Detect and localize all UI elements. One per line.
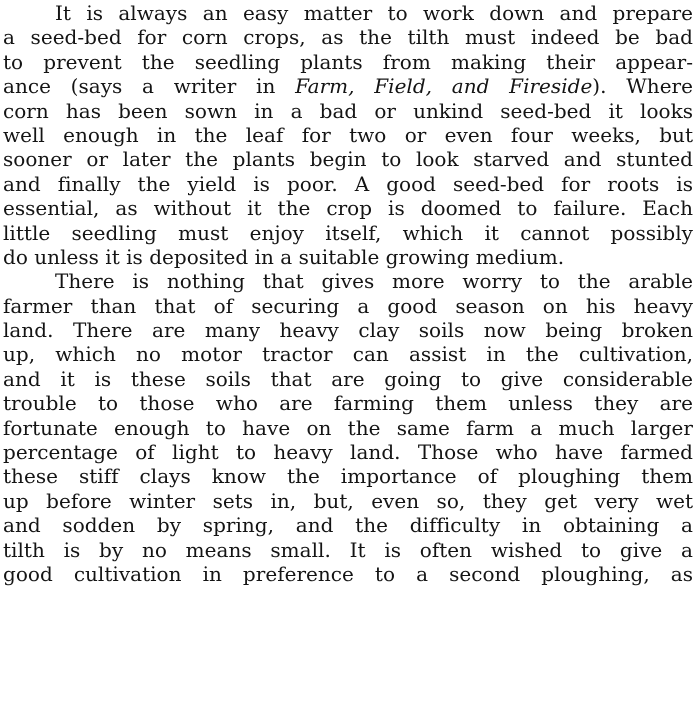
paragraph-seed-bed	[3, 1, 693, 269]
text-line: sooner or later the plants begin to look starved and stunted	[3, 147, 693, 172]
text-line: do unless it is deposited in a suitable growing medium.	[3, 244, 565, 269]
text-line: essential, as without it the crop is doomed to failure. Each	[3, 196, 693, 221]
text-line: and it is these soils that are going to give considerable	[3, 366, 693, 391]
text-line: up, which no motor tractor can assist in the cultivation,	[3, 342, 693, 367]
text-line: up before winter sets in, but, even so, they get very wet	[3, 488, 693, 513]
text-line: ance (says a writer in Farm, Field, and Fireside). Where	[3, 74, 693, 99]
text-line: percentage of light to heavy land. Those who have farmed	[3, 440, 693, 465]
text-line: fortunate enough to have on the same farm a much larger	[3, 415, 693, 440]
text-line: and sodden by spring, and the difficulty in obtaining a	[3, 513, 693, 538]
text-line: a seed-bed for corn crops, as the tilth must indeed be bad	[3, 25, 693, 50]
text-line: It is always an easy matter to work down and prepare	[55, 1, 693, 25]
text-line: little seedling must enjoy itself, which it cannot possibly	[3, 220, 693, 245]
text-line: and finally the yield is poor. A good seed-bed for roots is	[3, 171, 693, 196]
text-line: these stiff clays know the importance of ploughing them	[3, 464, 693, 489]
text-line: farmer than that of securing a good season on his heavy	[3, 293, 693, 318]
text-line: good cultivation in preference to a second ploughing, as	[3, 561, 693, 586]
text-line: corn has been sown in a bad or unkind seed-bed it looks	[3, 98, 693, 123]
paragraph-heavy-land	[3, 269, 693, 586]
text-line: There is nothing that gives more worry to the arable	[55, 269, 693, 294]
text-line: trouble to those who are farming them unless they are	[3, 391, 693, 416]
text-line: land. There are many heavy clay soils now being broken	[3, 318, 693, 343]
body-text	[3, 1, 693, 586]
text-line: well enough in the leaf for two or even four weeks, but	[3, 122, 693, 147]
text-line: to prevent the seedling plants from making their appear-	[3, 49, 693, 74]
publication-title: Farm, Field, and Fireside	[295, 74, 593, 99]
text-line: tilth is by no means small. It is often wished to give a	[3, 537, 693, 562]
